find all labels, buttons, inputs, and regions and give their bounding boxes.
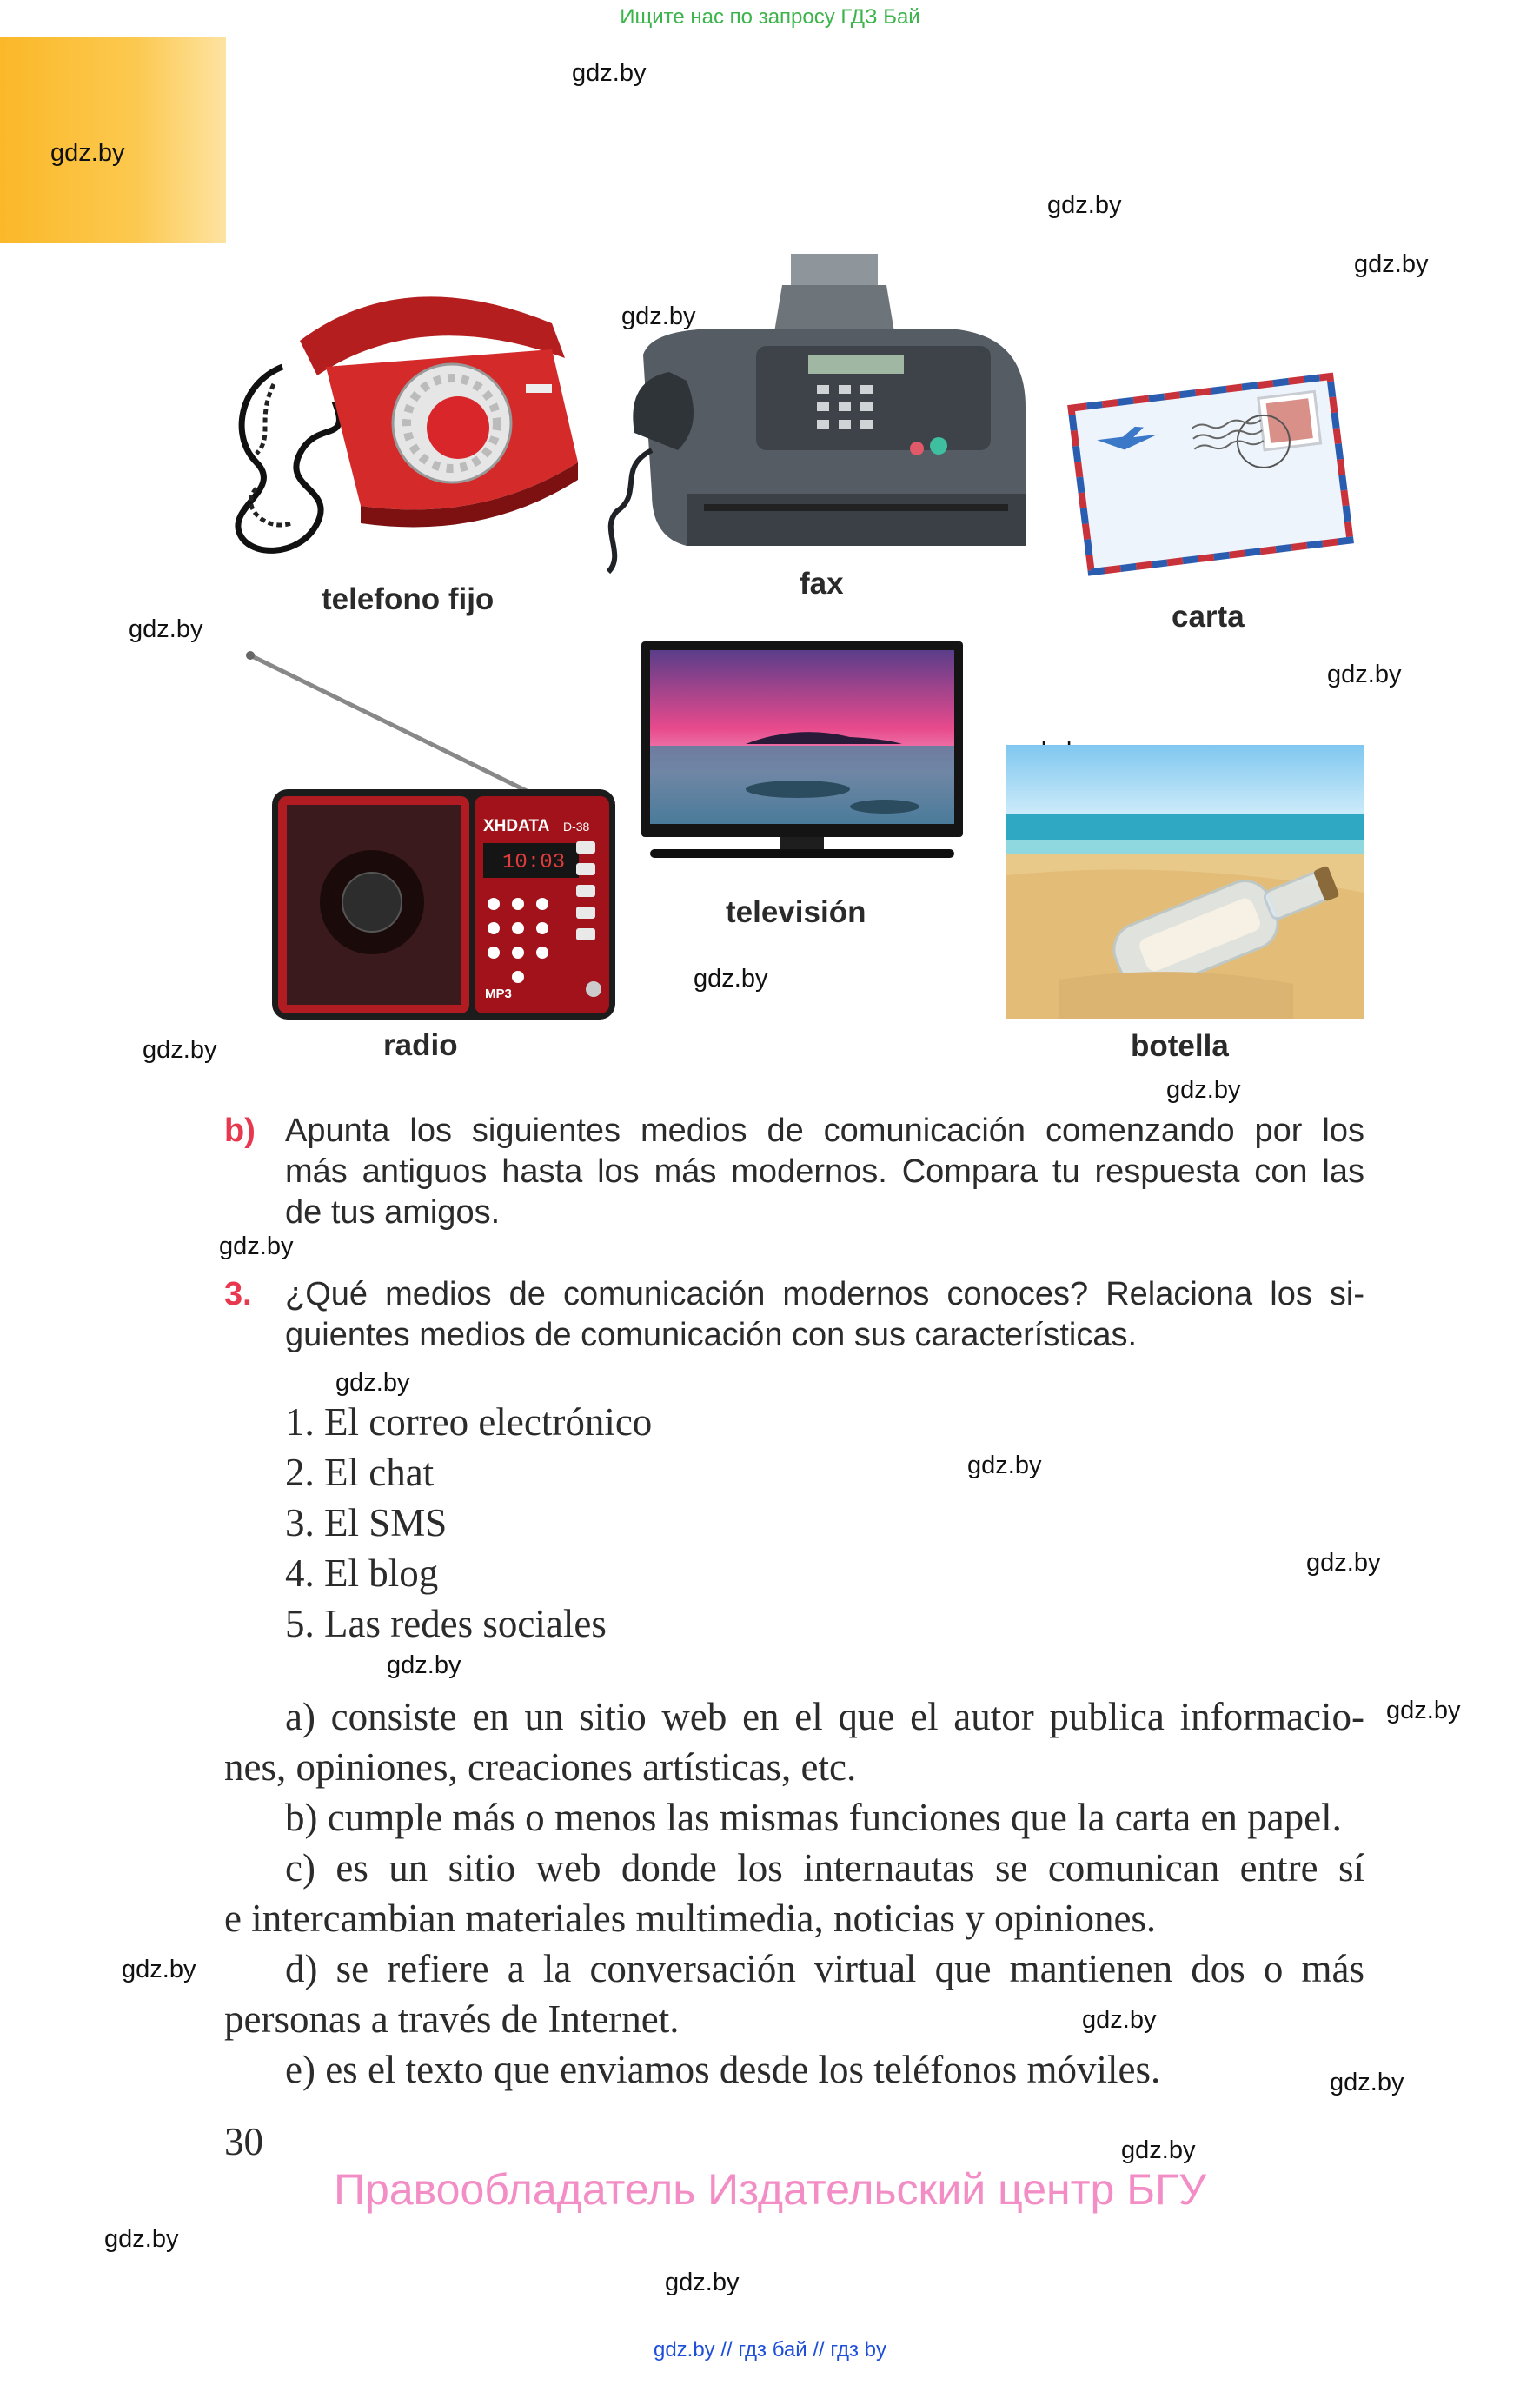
radio-brand-label: XHDATA (483, 817, 550, 835)
watermark: gdz.by (1306, 1549, 1381, 1577)
definition-line: nes, opiniones, creaciones artísticas, etc. (224, 1745, 857, 1789)
bottle-on-beach-image (1006, 745, 1364, 1019)
watermark: gdz.by (1354, 250, 1429, 278)
caption-fax: fax (800, 567, 844, 601)
caption-television: televisión (726, 895, 866, 929)
exercise-b-marker: b) (224, 1113, 256, 1149)
watermark: gdz.by (143, 1036, 217, 1064)
exercise-b-line: de tus amigos. (285, 1194, 501, 1231)
copyright-notice: Правообладатель Издательский центр БГУ (334, 2165, 1206, 2214)
watermark: gdz.by (129, 615, 203, 643)
page-number: 30 (224, 2120, 263, 2163)
watermark: gdz.by (1166, 1076, 1241, 1104)
caption-carta: carta (1172, 600, 1245, 634)
envelope-image (1067, 365, 1363, 582)
watermark: gdz.by (1386, 1697, 1461, 1724)
watermark: gdz.by (387, 1651, 461, 1679)
list-item: 1. El correo electrónico (285, 1400, 653, 1444)
exercise-b-line: más antiguos hasta los más modernos. Compara tu respuesta con las (285, 1153, 1364, 1190)
definition-line: d) se refiere a la conversación virtual que mantienen dos o más (285, 1947, 1364, 1990)
exercise-b-line: Apunta los siguientes medios de comunicación comenzando por los (285, 1113, 1364, 1149)
exercise-3-line: guientes medios de comunicación con sus características. (285, 1317, 1138, 1353)
exercise-3-prompt (285, 1274, 1364, 1356)
radio-mp3-label: MP3 (485, 987, 512, 1001)
watermark: gdz.by (1047, 191, 1122, 219)
watermark: gdz.by (967, 1452, 1042, 1479)
watermark: gdz.by (50, 139, 125, 167)
television-image (641, 641, 963, 872)
rotary-telephone-image (222, 245, 613, 593)
watermark: gdz.by (335, 1369, 410, 1397)
radio-model-label: D-38 (563, 820, 590, 834)
fax-machine-image (591, 250, 1043, 594)
watermark: gdz.by (1082, 2006, 1157, 2034)
bottom-banner: gdz.by // гдз бай // гдз by (653, 2338, 887, 2362)
watermark: gdz.by (1327, 661, 1402, 688)
top-banner: Ищите нас по запросу ГДЗ Бай (620, 5, 920, 29)
list-item: 4. El blog (285, 1551, 439, 1595)
definition-line: a) consiste en un sitio web en el que el autor publica informacio- (285, 1695, 1364, 1738)
watermark: gdz.by (665, 2269, 740, 2296)
watermark: gdz.by (219, 1232, 294, 1260)
definitions-block (224, 1691, 1364, 2095)
list-item: 3. El SMS (285, 1501, 448, 1545)
watermark: gdz.by (1121, 2136, 1196, 2164)
list-item: 5. Las redes sociales (285, 1602, 607, 1645)
watermark: gdz.by (572, 59, 647, 87)
caption-radio: radio (383, 1028, 458, 1062)
exercise-3-line: ¿Qué medios de comunicación modernos conoces? Relaciona los si- (285, 1276, 1364, 1312)
list-item: 2. El chat (285, 1451, 435, 1494)
exercise-b-text (285, 1111, 1364, 1233)
watermark: gdz.by (122, 1956, 196, 1983)
caption-botella: botella (1131, 1029, 1229, 1063)
watermark: gdz.by (1330, 2069, 1404, 2096)
definition-line: c) es un sitio web donde los internautas se comunican entre sí (285, 1846, 1364, 1890)
watermark: gdz.by (694, 965, 768, 993)
caption-telefono-fijo: telefono fijo (322, 582, 495, 616)
radio-display: 10:03 (502, 851, 566, 874)
exercise-3-marker: 3. (224, 1276, 252, 1312)
definition-line: e) es el texto que enviamos desde los teléfonos móviles. (285, 2048, 1161, 2091)
watermark: gdz.by (621, 302, 696, 330)
definition-line: b) cumple más o menos las mismas funciones que la carta en papel. (285, 1796, 1342, 1839)
definition-line: personas a través de Internet. (224, 1997, 680, 2041)
watermark: gdz.by (104, 2225, 179, 2253)
definition-line: e intercambian materiales multimedia, noticias y opiniones. (224, 1897, 1157, 1940)
radio-image (242, 650, 620, 1028)
